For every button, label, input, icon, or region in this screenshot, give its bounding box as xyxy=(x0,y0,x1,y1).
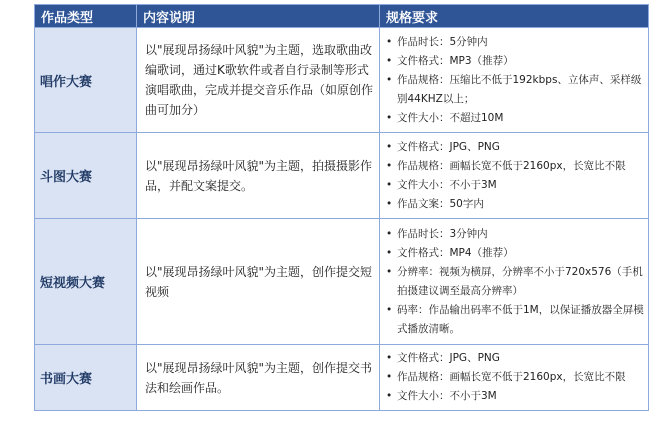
spec-item: • 作品规格：压缩比不低于192kbps、立体声、采样级别44KHZ以上； xyxy=(383,71,644,109)
spec-item: • 分辨率：视频为横屏，分辨率不小于720x576（手机拍摄建议调至最高分辨率） xyxy=(383,263,644,301)
header-description: 内容说明 xyxy=(137,5,380,28)
spec-item: • 文件格式：MP4（推荐） xyxy=(383,244,644,263)
row-type-cell: 短视频大赛 xyxy=(35,219,137,345)
spec-item: • 码率：作品输出码率不低于1M，以保证播放器全屏模式播放清晰。 xyxy=(383,301,644,339)
spec-item: • 文件大小：不小于3M xyxy=(383,387,644,406)
spec-item: • 文件格式：JPG、PNG xyxy=(383,138,644,157)
row-spec-cell xyxy=(380,219,649,345)
row-spec-cell xyxy=(380,133,649,219)
row-spec-cell xyxy=(380,28,649,133)
table-row xyxy=(35,219,649,345)
spec-list xyxy=(383,138,644,214)
header-specifications: 规格要求 xyxy=(380,5,649,28)
table-row xyxy=(35,28,649,133)
spec-list xyxy=(383,33,644,128)
table-row xyxy=(35,345,649,411)
competition-spec-table xyxy=(34,4,649,411)
row-spec-cell xyxy=(380,345,649,411)
row-description-cell: 以"展现昂扬绿叶风貌"为主题，创作提交短视频 xyxy=(137,219,380,345)
row-description-cell: 以"展现昂扬绿叶风貌"为主题，选取歌曲改编歌词，通过K歌软件或者自行录制等形式演唱歌曲，完成并提交音乐作品（如原创作曲可加分） xyxy=(137,28,380,133)
table-row xyxy=(35,133,649,219)
spec-list xyxy=(383,225,644,339)
spec-item: • 作品时长：3分钟内 xyxy=(383,225,644,244)
spec-item: • 作品规格：画幅长宽不低于2160px，长宽比不限 xyxy=(383,157,644,176)
spec-item: • 作品时长：5分钟内 xyxy=(383,33,644,52)
row-type-cell: 斗图大赛 xyxy=(35,133,137,219)
spec-list xyxy=(383,349,644,406)
row-type-cell: 书画大赛 xyxy=(35,345,137,411)
spec-item: • 文件大小：不小于3M xyxy=(383,176,644,195)
spec-item: • 文件格式：MP3（推荐） xyxy=(383,52,644,71)
row-type-cell: 唱作大赛 xyxy=(35,28,137,133)
spec-item: • 作品文案：50字内 xyxy=(383,195,644,214)
spec-item: • 作品规格：画幅长宽不低于2160px，长宽比不限 xyxy=(383,368,644,387)
header-row xyxy=(35,5,649,28)
header-type: 作品类型 xyxy=(35,5,137,28)
row-description-cell: 以"展现昂扬绿叶风貌"为主题，拍摄摄影作品，并配文案提交。 xyxy=(137,133,380,219)
spec-item: • 文件格式：JPG、PNG xyxy=(383,349,644,368)
row-description-cell: 以"展现昂扬绿叶风貌"为主题，创作提交书法和绘画作品。 xyxy=(137,345,380,411)
spec-item: • 文件大小：不超过10M xyxy=(383,109,644,128)
